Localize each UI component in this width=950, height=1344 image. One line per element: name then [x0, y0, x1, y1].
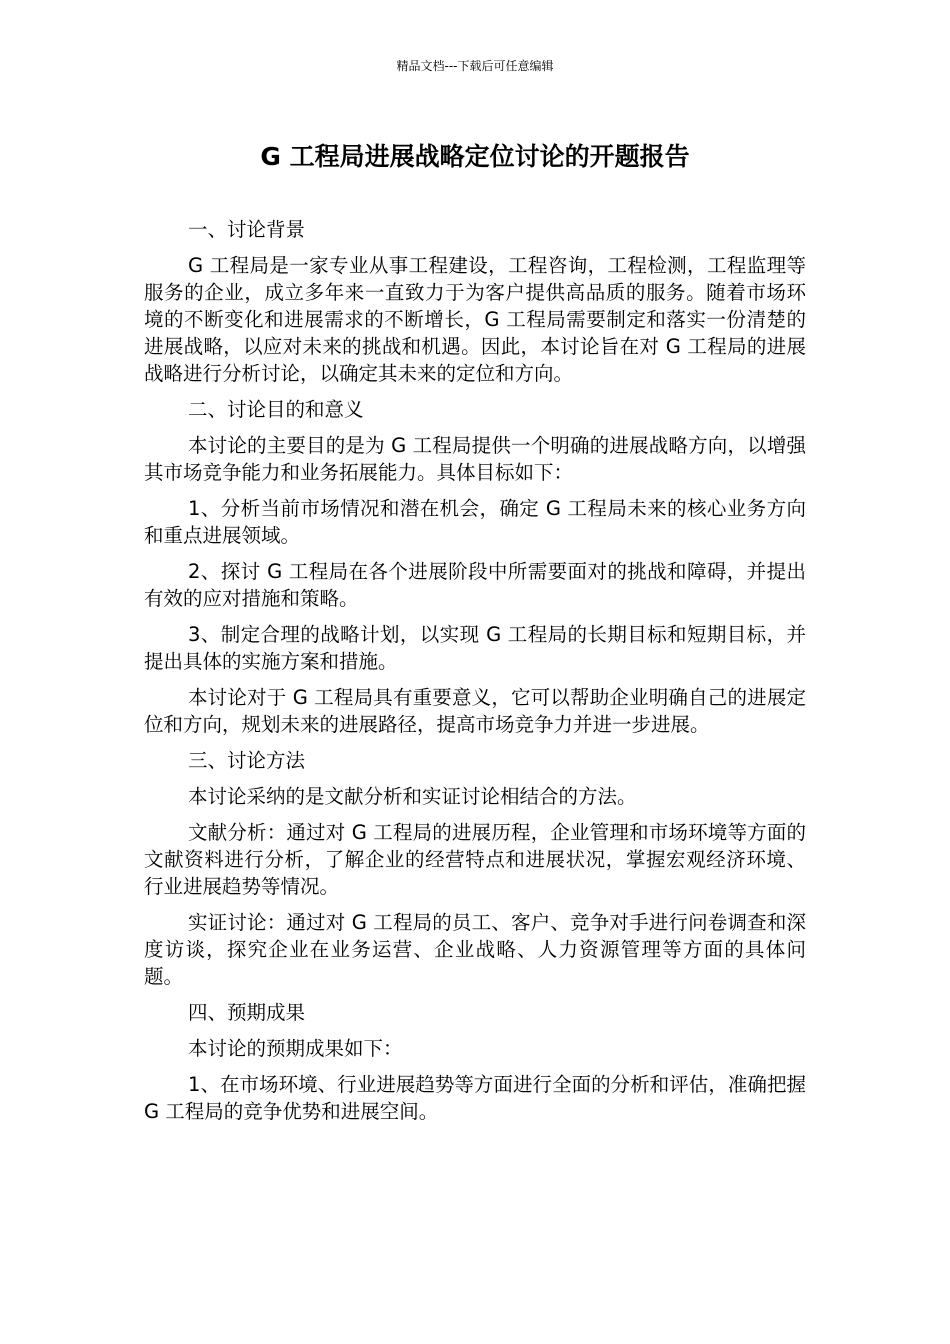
list-item: 1、在市场环境、行业进展趋势等方面进行全面的分析和评估，准确把握 G 工程局的竞争优势和进展空间。: [144, 1073, 806, 1123]
list-item: 2、探讨 G 工程局在各个进展阶段中所需要面对的挑战和障碍，并提出有效的应对措施和策略。: [144, 560, 806, 610]
section-heading-purpose: 二、讨论目的和意义: [188, 398, 364, 421]
document-title: G 工程局进展战略定位讨论的开题报告: [260, 142, 690, 171]
section-heading-method: 三、讨论方法: [188, 749, 306, 772]
paragraph: 实证讨论：通过对 G 工程局的员工、客户、竞争对手进行问卷调查和深度访谈，探究企业在业务运营、企业战略、人力资源管理等方面的具体问题。: [144, 911, 806, 988]
list-item: 1、分析当前市场情况和潜在机会，确定 G 工程局未来的核心业务方向和重点进展领域。: [144, 497, 806, 547]
section-heading-background: 一、讨论背景: [188, 218, 306, 241]
header-note: 精品文档---下载后可任意编辑: [396, 59, 554, 73]
paragraph: 本讨论的预期成果如下：: [188, 1037, 403, 1060]
paragraph: 文献分析：通过对 G 工程局的进展历程，企业管理和市场环境等方面的文献资料进行分析，了解企业的经营特点和进展状况，掌握宏观经济环境、行业进展趋势等情况。: [144, 821, 806, 898]
paragraph: 本讨论的主要目的是为 G 工程局提供一个明确的进展战略方向，以增强其市场竞争能力和业务拓展能力。具体目标如下：: [144, 434, 806, 484]
paragraph: 本讨论对于 G 工程局具有重要意义，它可以帮助企业明确自己的进展定位和方向，规划未来的进展路径，提高市场竞争力并进一步进展。: [144, 686, 806, 736]
list-item: 3、制定合理的战略计划，以实现 G 工程局的长期目标和短期目标，并提出具体的实施方案和措施。: [144, 623, 806, 673]
paragraph: 本讨论采纳的是文献分析和实证讨论相结合的方法。: [188, 785, 637, 808]
section-heading-results: 四、预期成果: [188, 1001, 306, 1024]
paragraph: G 工程局是一家专业从事工程建设，工程咨询，工程检测，工程监理等服务的企业，成立多年来一直致力于为客户提供高品质的服务。随着市场环境的不断变化和进展需求的不断增长，G 工程局需要制定和落实一份清楚的进展战略，以应对未来的挑战和机遇。因此，本讨论旨在对 G 工程局的进展战略进行分析讨论，以确定其未来的定位和方向。: [144, 254, 806, 385]
document-body: [144, 216, 806, 1134]
